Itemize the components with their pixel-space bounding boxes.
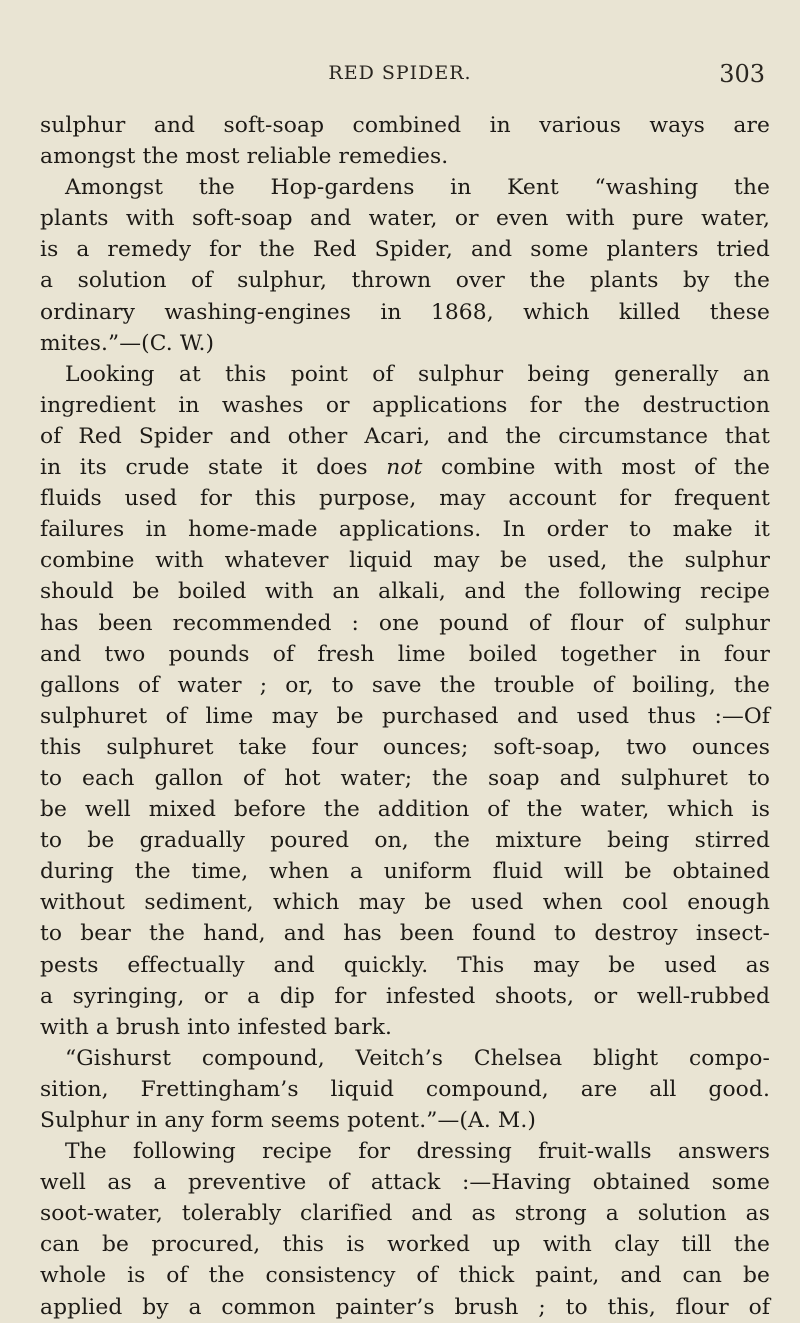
text-line: a syringing, or a dip for infested shoots, or well-rubbed [40, 983, 770, 1009]
text-line: to be gradually poured on, the mixture being stirred [40, 828, 770, 854]
running-header [0, 60, 800, 90]
running-head-title: RED SPIDER. [328, 62, 472, 84]
text-line: this sulphuret take four ounces; soft-soap, two ounces [40, 734, 770, 760]
text-line: Amongst the Hop-gardens in Kent “washing the [65, 175, 770, 201]
text-line: has been recommended : one pound of flour of sulphur [40, 610, 770, 636]
text-line: soot-water, tolerably clarified and as strong a solution as [40, 1201, 770, 1227]
text-line: sulphur and soft-soap combined in various ways are [40, 113, 770, 138]
text-line: pests effectually and quickly. This may be used as [40, 952, 770, 978]
text-line: sulphuret of lime may be purchased and used thus :—Of [40, 703, 770, 729]
text-line: applied by a common painter’s brush ; to this, flour of [40, 1294, 770, 1320]
text-line: to each gallon of hot water; the soap and sulphuret to [40, 765, 770, 791]
text-line: be well mixed before the addition of the water, which is [40, 797, 770, 823]
text-line: to bear the hand, and has been found to destroy insect- [40, 921, 770, 947]
text-line: ordinary washing-engines in 1868, which killed these [40, 299, 770, 325]
text-line: well as a preventive of attack :—Having obtained some [40, 1170, 770, 1196]
text-line: failures in home-made applications. In order to make it [40, 517, 770, 543]
text-line: amongst the most reliable remedies. [40, 144, 449, 170]
text-segment: in its crude state it does [40, 455, 387, 481]
text-line: can be procured, this is worked up with clay till the [40, 1232, 770, 1258]
text-line: of Red Spider and other Acari, and the circumstance that [40, 423, 770, 449]
text-line: “Gishurst compound, Veitch’s Chelsea blight compo- [65, 1045, 770, 1071]
text-line: sition, Frettingham’s liquid compound, are all good. [40, 1076, 770, 1102]
text-line: mites.”—(C. W.) [40, 330, 215, 356]
text-line: with a brush into infested bark. [40, 1014, 393, 1040]
text-line: The following recipe for dressing fruit-walls answers [65, 1139, 770, 1165]
text-segment: combine with most of the [422, 455, 770, 481]
text-line: Sulphur in any form seems potent.”—(A. M.) [40, 1108, 536, 1133]
body-text [40, 110, 770, 1323]
text-line: whole is of the consistency of thick paint, and can be [40, 1263, 770, 1289]
text-line: Looking at this point of sulphur being generally an [65, 361, 770, 387]
text-line: a solution of sulphur, thrown over the plants by the [40, 268, 770, 294]
text-line: ingredient in washes or applications for the destruction [40, 392, 770, 418]
text-line: plants with soft-soap and water, or even with pure water, [40, 206, 770, 232]
text-line: fluids used for this purpose, may account for frequent [40, 486, 770, 512]
text-line: during the time, when a uniform fluid will be obtained [40, 859, 770, 885]
text-line [40, 452, 770, 483]
text-line: combine with whatever liquid may be used, the sulphur [40, 548, 770, 574]
text-line: is a remedy for the Red Spider, and some planters tried [40, 237, 770, 263]
italic-emphasis: not [386, 455, 423, 481]
text-line: should be boiled with an alkali, and the following recipe [40, 579, 770, 605]
text-line: without sediment, which may be used when cool enough [40, 890, 770, 916]
text-line: gallons of water ; or, to save the trouble of boiling, the [40, 672, 770, 698]
text-line: and two pounds of fresh lime boiled together in four [40, 641, 770, 667]
page-number: 303 [719, 60, 765, 88]
